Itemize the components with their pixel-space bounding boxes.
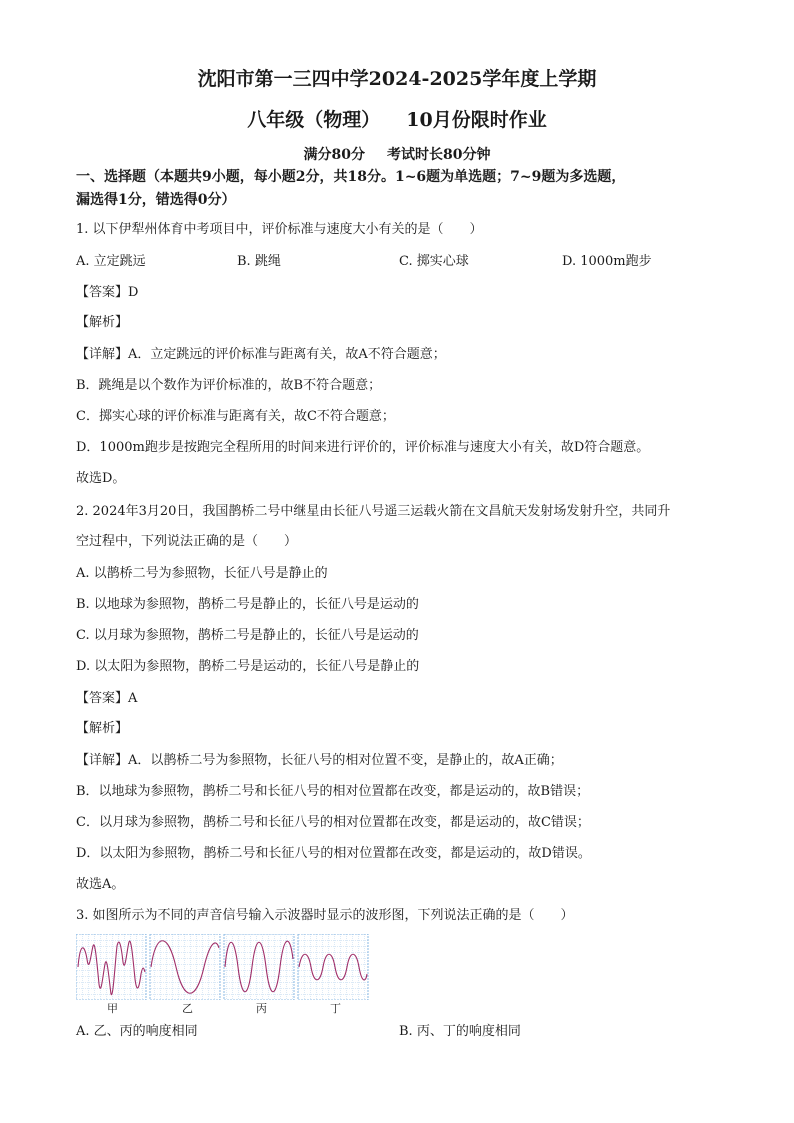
q2-detail-1: 【详解】A．以鹊桥二号为参照物，长征八号的相对位置不变，是静止的，故A正确； [76, 753, 563, 768]
q2-conclusion: 故选A。 [76, 877, 125, 892]
q1-option-c: C. 掷实心球 [399, 254, 469, 269]
exam-info [0, 144, 794, 164]
q2-option-b: B. 以地球为参照物，鹊桥二号是静止的，长征八号是运动的 [76, 597, 419, 612]
q1-analysis: 【解析】 [76, 315, 129, 330]
waveform-label-ding: 丁 [330, 1002, 341, 1015]
document-subtitle [0, 105, 794, 132]
q2-option-c: C. 以月球为参照物，鹊桥二号是静止的，长征八号是运动的 [76, 628, 419, 643]
exam-duration: 考试时长80分钟 [387, 147, 491, 163]
q2-detail-4: D．以太阳为参照物，鹊桥二号和长征八号的相对位置都在改变，都是运动的，故D错误。 [76, 846, 591, 861]
full-score: 满分80分 [303, 147, 365, 163]
oscilloscope-waveforms-figure [76, 934, 371, 1000]
q2-answer: 【答案】A [76, 691, 138, 706]
q3-option-b: B. 丙、丁的响度相同 [399, 1024, 521, 1039]
q3-stem: 3. 如图所示为不同的声音信号输入示波器时显示的波形图，下列说法正确的是（ ） [76, 908, 574, 923]
q1-answer: 【答案】D [76, 285, 139, 300]
document-title: 沈阳市第一三四中学2024-2025学年度上学期 [197, 68, 597, 90]
q2-option-a: A. 以鹊桥二号为参照物，长征八号是静止的 [76, 566, 328, 581]
q2-stem-line2: 空过程中，下列说法正确的是（ ） [76, 534, 298, 549]
q1-detail-1: 【详解】A．立定跳远的评价标准与距离有关，故A不符合题意； [76, 347, 446, 362]
q1-conclusion: 故选D。 [76, 471, 126, 486]
section-heading-line1: 一、选择题（本题共9小题，每小题2分，共18分。1~6题为单选题；7~9题为多选题， [76, 169, 626, 185]
waveform-label-yi: 乙 [182, 1002, 193, 1015]
q1-option-b: B. 跳绳 [237, 254, 281, 269]
q3-option-a: A. 乙、丙的响度相同 [76, 1024, 198, 1039]
subtitle-grade: 八年级（物理） [247, 109, 381, 131]
waveform-panel-yi [150, 934, 220, 1000]
waveform-panel-bing [224, 934, 294, 1000]
waveform-label-bing: 丙 [256, 1002, 267, 1015]
q2-stem-line1: 2. 2024年3月20日，我国鹊桥二号中继星由长征八号遥三运载火箭在文昌航天发射场发射升空，共同升 [76, 504, 671, 519]
q1-detail-4: D．1000m跑步是按跑完全程所用的时间来进行评价的，评价标准与速度大小有关，故D符合题意。 [76, 440, 650, 455]
q2-detail-3: C．以月球为参照物，鹊桥二号和长征八号的相对位置都在改变，都是运动的，故C错误； [76, 815, 590, 830]
q1-option-d: D. 1000m跑步 [562, 254, 652, 269]
q1-detail-2: B．跳绳是以个数作为评价标准的，故B不符合题意； [76, 378, 382, 393]
q1-stem: 1. 以下伊犁州体育中考项目中，评价标准与速度大小有关的是（ ） [76, 222, 483, 237]
q2-option-d: D. 以太阳为参照物，鹊桥二号是运动的，长征八号是静止的 [76, 659, 420, 674]
section-heading-line2: 漏选得1分，错选得0分） [76, 192, 236, 208]
q2-analysis: 【解析】 [76, 721, 129, 736]
waveform-panel-ding [298, 934, 368, 1000]
subtitle-assignment: 10月份限时作业 [406, 109, 547, 131]
q1-option-a: A. 立定跳远 [76, 254, 146, 269]
q2-detail-2: B．以地球为参照物，鹊桥二号和长征八号的相对位置都在改变，都是运动的，故B错误； [76, 784, 590, 799]
waveform-panel-jia [76, 934, 146, 1000]
q1-detail-3: C．掷实心球的评价标准与距离有关，故C不符合题意； [76, 409, 395, 424]
waveform-label-jia: 甲 [107, 1002, 118, 1015]
